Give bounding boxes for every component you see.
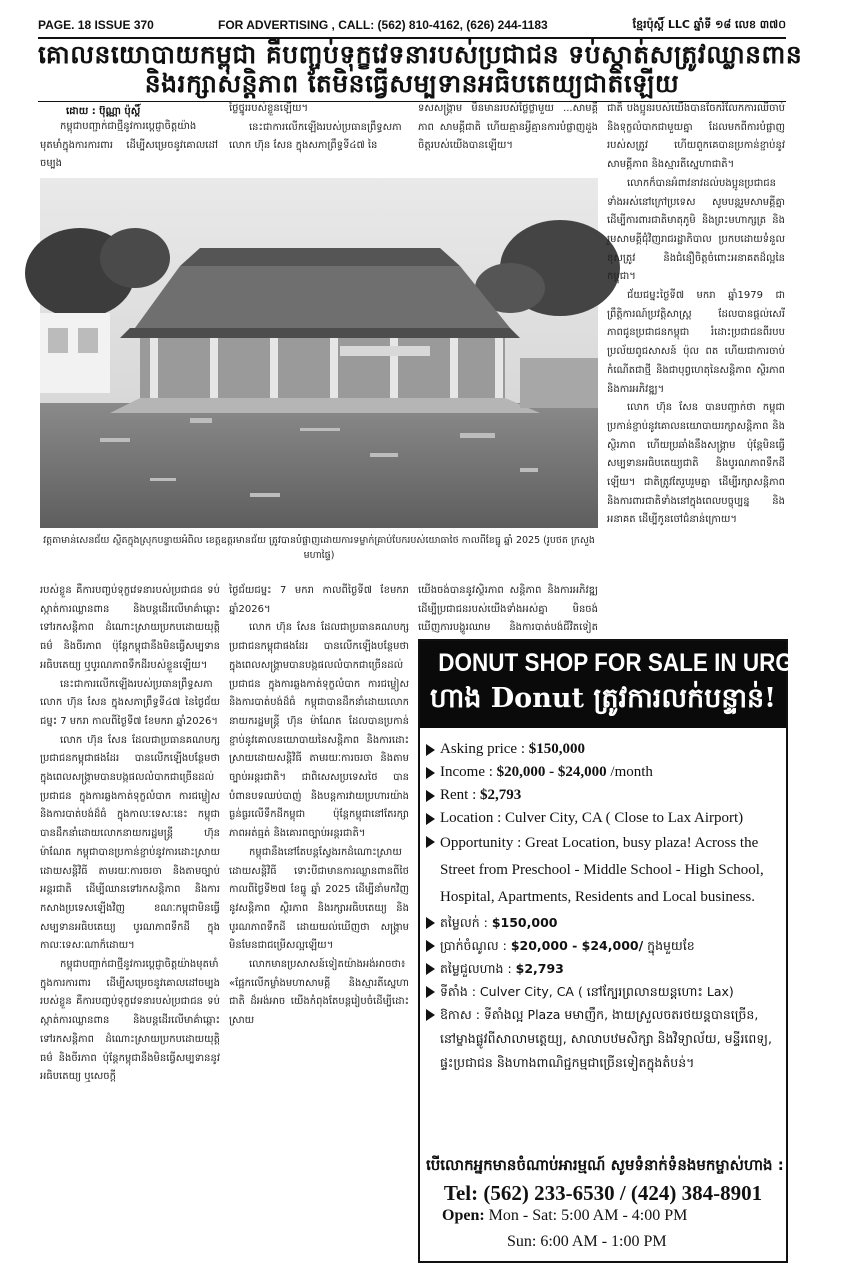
paragraph: លោក ហ៊ុន សែន បានបញ្ជាក់ថា កម្ពុជាប្រកាន់ខ្ជាប់នូវគោលនយោបាយរក្សាសន្តិភាព និងស្ថិរភាព ហើយប្រឆាំងនឹងសង្គ្រាម ប៉ុន្តែមិនធ្វើសម្បទានអធិបតេយ្យជាតិ និងបូរណភាពទឹកដីឡើយ។ ជាតិត្រូវតែរួបរួមគ្នា ដើម្បីរក្សាសន្តិភាព និងការពារជាតិទាំងនៅក្នុងពេលបច្ចុប្បន្ន និងអនាគត ដើម្បីកូនចៅជំនាន់ក្រោយ។ (607, 402, 785, 526)
ad-item-value: $2,793 (480, 787, 522, 803)
photo-caption: វត្តតាមាន់សេនជ័យ ស្ថិតក្នុងស្រុកបន្ទាយអំពិល ខេត្តឧត្តរមានជ័យ ត្រូវបានបំផ្លាញដោយការទម្លាក់គ្រាប់បែករបស់យោធាថៃ កាលពីខែធ្នូ ឆ្នាំ 2025 (រូបថត ក្រសួងមហាផ្ទៃ) (43, 535, 595, 561)
column-left-bottom (40, 582, 220, 1258)
ad-item (426, 784, 782, 807)
paragraph: របស់ខ្លួន គឺការបញ្ចប់ទុក្ខវេទនារបស់ប្រជាជន ទប់ស្កាត់ការឈ្លានពាន និងបន្ដដើរលើមាគ៌ាឆ្ពោះទៅរកសន្តិភាព ដំណោះស្រាយប្រកបដោយយុត្តិធម៌ និងចីរភាព ប៉ុន្តែកម្ពុជានឹងមិនធ្វើសម្បទានអធិបតេយ្យ ឬបូរណភាពទឹកដីរបស់ខ្លួនឡើយ។ (40, 585, 220, 671)
paragraph: នេះជាការលើកឡើងរបស់ប្រធានព្រឹទ្ធសភា លោក ហ៊ុន សែន ក្នុងសភាព្រឹទ្ធទី៤៧ នៃថ្ងៃជ័យជម្នះ 7 មករា កាលពីថ្ងៃទី៧ ខែមករា ឆ្នាំ2026។ (40, 678, 220, 727)
triangle-bullet-icon (426, 917, 435, 929)
triangle-bullet-icon (426, 1009, 435, 1021)
page-issue: PAGE. 18 ISSUE 370 (38, 18, 154, 32)
ad-item-value: $20,000 - $24,000/ (510, 938, 644, 953)
triangle-bullet-icon (426, 790, 435, 802)
ad-item (426, 761, 782, 784)
ad-hours-sunday: Sun: 6:00 AM - 1:00 PM (507, 1233, 667, 1250)
ad-item-label: តម្លៃលក់ : (440, 915, 492, 930)
ad-hours-weekday (442, 1207, 687, 1225)
column-left-top (40, 118, 218, 176)
ad-item-value: $150,000 (528, 741, 585, 757)
triangle-bullet-icon (426, 744, 435, 756)
ad-title-english: DONUT SHOP FOR SALE IN URGENT! (438, 649, 845, 677)
news-photo (40, 178, 598, 528)
header-rule (38, 37, 786, 39)
donut-shop-ad (418, 639, 845, 1263)
paragraph: ថ្លៃថ្នូររបស់ខ្លួនឡើយ។ (229, 103, 309, 114)
ad-item-label: តម្លៃជួលហាង : (440, 961, 516, 976)
triangle-bullet-icon (426, 836, 435, 848)
paragraph: កម្ពុជាបញ្ជាក់ជាថ្មីនូវការប្ដេជ្ញាចិត្តយ៉ាងមុតមាំក្នុងការការពារ ដើម្បីសម្រេចនូវគោលដៅចម្បង (40, 121, 218, 170)
ad-item-value: $2,793 (515, 961, 564, 976)
ad-item-label: ឱកាស : ទីតាំងល្អ Plaza មមាញឹក, ងាយស្រួលចតរថយន្តបានច្រើន, (440, 1007, 759, 1022)
paragraph: លោក ហ៊ុន សែន ដែលជាប្រធានគណបក្សប្រជាជនកម្ពុជាផងដែរ បានលើកឡើងបន្ថែមថា ក្នុងពេលសង្គ្រាមបានបង្កផលលំបាកជាច្រើនដល់ប្រជាជន ក្នុងការឆ្លងកាត់ទុក្ខលំបាក ការជម្លៀស និងការបាត់បង់ដ៏ធំ ក្នុងកាលៈទេសៈនេះ កម្ពុជាបានដឹកនាំដោយលោកនាយករដ្ឋមន្ត្រី ហ៊ុន ម៉ាណែត កម្ពុជាបានប្រកាន់ខ្ជាប់នូវការដោះស្រាយដោយសន្តិវិធី តាមរយៈការចរចា និងតាមច្បាប់អន្តរជាតិ ដើម្បីឈានទៅរកសន្តិភាព និងការកសាងប្រទេសឡើងវិញ ខណៈកម្ពុជាមិនធ្វើសម្បទានអធិបតេយ្យ បូរណភាពទឹកដី ក្នុងកាលៈទេសៈណាក៏ដោយ។ (40, 734, 220, 952)
paragraph: ជាតិ បងប្អូនរបស់យើងបានចែករំលែកការឈឺចាប់ និងទុក្ខលំបាកជាមួយគ្នា ដែលមកពីការបំផ្លាញរបស់សត្រូវ ហើយពួកគេបានប្រកាន់ខ្ជាប់នូវសាមគ្គីភាព និងស្មារតីស្នេហាជាតិ។ (607, 103, 785, 171)
paragraph: យើងចង់បាននូវស្ថិរភាព សន្តិភាព និងការអភិវឌ្ឍ ដើម្បីប្រជាជនរបស់យើងទាំងអស់គ្នា មិនចង់ឃើញការបង្ហូរឈាម និងការបាត់បង់ជីវិតទៀត (418, 585, 598, 634)
temple-damage-photo (40, 178, 598, 528)
column-right-top (418, 100, 598, 176)
column-mid-top (229, 100, 409, 176)
paragraph: ទសសង្គ្រាម មិនមានរបស់ថ្លៃថ្លាមួយ ...សាមគ្គីភាព សាមគ្គីជាតិ ហើយគ្មានអ្វីគ្មានការបំផ្លាញដួងចិត្តរបស់យើងបានឡើយ។ (418, 103, 598, 152)
ad-item-suffix: /month (606, 764, 653, 780)
paragraph: លោកមានប្រសាសន៍ទៀតយ៉ាងអង់អាចថា៖ «ផ្អែកលើកម្លាំងមហាសាមគ្គី និងស្មារតីស្នេហាជាតិ ដ៏អង់អាច យើងកំពុងតែបន្តរៀបចំដើម្បីដោះស្រាយ (229, 959, 409, 1027)
page-header (38, 14, 786, 36)
byline: ដោយ : ប៊ុណ្ណា ប៉ុស្ដិ៍ (66, 106, 141, 117)
triangle-bullet-icon (426, 963, 435, 975)
ad-item-label: ប្រាក់ចំណូល : (440, 938, 511, 953)
ad-item (426, 934, 782, 957)
headline-line-2: និងរក្សាសន្តិភាព តែមិនធ្វើសម្បទានអធិបតេយ្យជាតិឡើយ (144, 69, 680, 98)
ad-item-label: Location : Culver City, CA ( Close to Lax Airport) (440, 810, 744, 826)
paragraph: នេះជាការលើកឡើងរបស់ប្រធានព្រឹទ្ធសភា លោក ហ៊ុន សែន ក្នុងសភាព្រឹទ្ធទី៤៧ នៃ (229, 121, 402, 152)
ad-item (426, 957, 782, 980)
headline-line-1: គោលនយោបាយកម្ពុជា គឺបញ្ចប់ទុក្ខវេទនារបស់ប្រជាជន ទប់ស្កាត់សត្រូវឈ្លានពាន (38, 40, 803, 69)
ad-open-label: Open: (442, 1207, 485, 1224)
ad-details-list (426, 738, 782, 1075)
triangle-bullet-icon (426, 986, 435, 998)
column-mid-bottom (229, 582, 409, 1258)
ad-item (426, 1003, 782, 1075)
advertising-contact: FOR ADVERTISING , CALL: (562) 810-4162, (626) 244-1183 (218, 18, 548, 32)
ad-item (426, 911, 782, 934)
ad-item-label: Rent : (440, 787, 480, 803)
ad-weekday-hours: Mon - Sat: 5:00 AM - 4:00 PM (484, 1207, 688, 1224)
paragraph: លោក ហ៊ុន សែន ដែលជាប្រធានគណបក្សប្រជាជនកម្ពុជាផងដែរ បានលើកឡើងបន្ថែមថា ក្នុងពេលសង្គ្រាមបានបង្កផលលំបាកជាច្រើនដល់ប្រជាជន ក្នុងការឆ្លងកាត់ទុក្ខលំបាក ការជម្លៀស និងការបាត់បង់ដ៏ធំ កម្ពុជាបានដឹកនាំដោយលោកនាយករដ្ឋមន្ត្រី ហ៊ុន ម៉ាណែត ដែលបានប្រកាន់ខ្ជាប់នូវគោលនយោបាយនៃសន្តិភាព និងការដោះស្រាយដោយសន្តិវិធី តាមរយៈការចរចា និងតាមច្បាប់អន្តរជាតិ។ ជាពិសេសប្រទេសថៃ បានបំពានបទឈប់បាញ់ និងបន្តការវាយប្រហារយ៉ាងធ្ងន់ធ្ងរលើទឹកដីកម្ពុជា ប៉ុន្តែកម្ពុជានៅតែរក្សាភាពអត់ធ្មត់ និងគោរពច្បាប់អន្តរជាតិ។ (229, 622, 409, 840)
paragraph: ជ័យជម្នះថ្ងៃទី៧ មករា ឆ្នាំ1979 ជាព្រឹត្តិការណ៍ប្រវត្តិសាស្ត្រ ដែលបានផ្ដល់សេរីភាពជូនប្រជាជនកម្ពុជា រំដោះប្រជាជនពីរបបប្រល័យពូជសាសន៍ ប៉ុល ពត ហើយជាការចាប់កំណើតជាថ្មី និងជាបុព្វហេតុនៃសន្តិភាព ស្ថិរភាព និងការអភិវឌ្ឍ។ (607, 290, 785, 395)
ad-item-continuation: នៅម្ខាងផ្លូវពីសាលាមត្តេយ្យ, សាលាបឋមសិក្សា និងវិទ្យាល័យ, មន្ទីរពេទ្យ, ផ្ទះប្រជាជន និងហាងពាណិជ្ជកម្មជាច្រើនទៀតក្នុងតំបន់។ (440, 1031, 772, 1070)
ad-contact-banner: បើលោកអ្នកមានចំណាប់អារម្មណ៍ សូមទំនាក់ទំនងមកម្ចាស់ហាង : (426, 1156, 784, 1174)
column-far-right (607, 100, 785, 630)
ad-title-khmer: ហាង Donut ត្រូវការលក់បន្ទាន់! (429, 683, 777, 714)
paragraph: កម្ពុជានឹងនៅតែបន្តស្វែងរកដំណោះស្រាយដោយសន្តិវិធី ទោះបីជាមានការឈ្លានពានពីថៃ កាលពីថ្ងៃទី២៧ ខែធ្នូ ឆ្នាំ 2025 ដើម្បីនាំមកវិញនូវសន្តិភាព ស្ថិរភាព និងរក្សាអធិបតេយ្យ និងបូរណភាពទឹកដី ដោយយល់ឃើញថា សង្គ្រាមមិនមែនជាជម្រើសល្អឡើយ។ (229, 846, 409, 952)
ad-item (426, 807, 782, 830)
ad-item-value: $150,000 (491, 915, 558, 930)
paragraph: លោកក៏បានអំពាវនាវដល់បងប្អូនប្រជាជនទាំងអស់នៅក្រៅប្រទេស សូមបន្តរួមសាមគ្គីគ្នាដើម្បីការពារជាតិមាតុភូមិ និងព្រះមហាក្សត្រ និងរួមសាមគ្គីជុំវិញរាជរដ្ឋាភិបាល ប្រកបដោយទំនួលខុសត្រូវ និងជំនឿចិត្តចំពោះអនាគតដ៏ល្អនៃកម្ពុជា។ (607, 177, 785, 283)
ad-item-value: $20,000 - $24,000 (496, 764, 607, 780)
ad-item-label: ទីតាំង : Culver City, CA ( នៅក្បែរព្រលានយន្តហោះ Lax) (440, 984, 734, 999)
ad-item (426, 738, 782, 761)
ad-item (426, 830, 782, 911)
ad-item-label: Income : (440, 764, 497, 780)
masthead: ខ្មែរប៉ុស្ដិ៍ LLC ឆ្នាំទី ១៨ លេខ ៣៧០ (632, 18, 786, 31)
ad-item (426, 980, 782, 1003)
triangle-bullet-icon (426, 813, 435, 825)
paragraph: កម្ពុជាបញ្ជាក់ជាថ្មីនូវការប្ដេជ្ញាចិត្តយ៉ាងមុតមាំក្នុងការការពារ ដើម្បីសម្រេចនូវគោលដៅចម្បងរបស់ខ្លួន គឺការបញ្ចប់ទុក្ខវេទនារបស់ប្រជាជន ទប់ស្កាត់ការឈ្លានពាន និងបន្ដដើរលើមាគ៌ាឆ្ពោះទៅរកសន្តិភាព ដំណោះស្រាយប្រកបដោយយុត្តិធម៌ និងចីរភាព ប៉ុន្តែកម្ពុជានឹងមិនធ្វើសម្បទាននូវអធិបតេយ្យ ឬសេចក្តី (40, 959, 220, 1083)
ad-title-block (420, 641, 845, 728)
triangle-bullet-icon (426, 940, 435, 952)
column-right-mid (418, 582, 598, 636)
ad-item-label: Opportunity : Great Location, busy plaza! Across the (440, 835, 759, 851)
ad-item-continuation: Street from Preschool - Middle School - High School, Hospital, Apartments, Residents and Local business. (440, 862, 764, 905)
ad-phone-numbers: Tel: (562) 233-6530 / (424) 384-8901 (443, 1181, 763, 1205)
triangle-bullet-icon (426, 767, 435, 779)
ad-item-suffix: ក្នុងមួយខែ (643, 938, 695, 953)
paragraph: ថ្ងៃជ័យជម្នះ 7 មករា កាលពីថ្ងៃទី៧ ខែមករា ឆ្នាំ2026។ (229, 585, 409, 615)
ad-item-label: Asking price : (440, 741, 529, 757)
